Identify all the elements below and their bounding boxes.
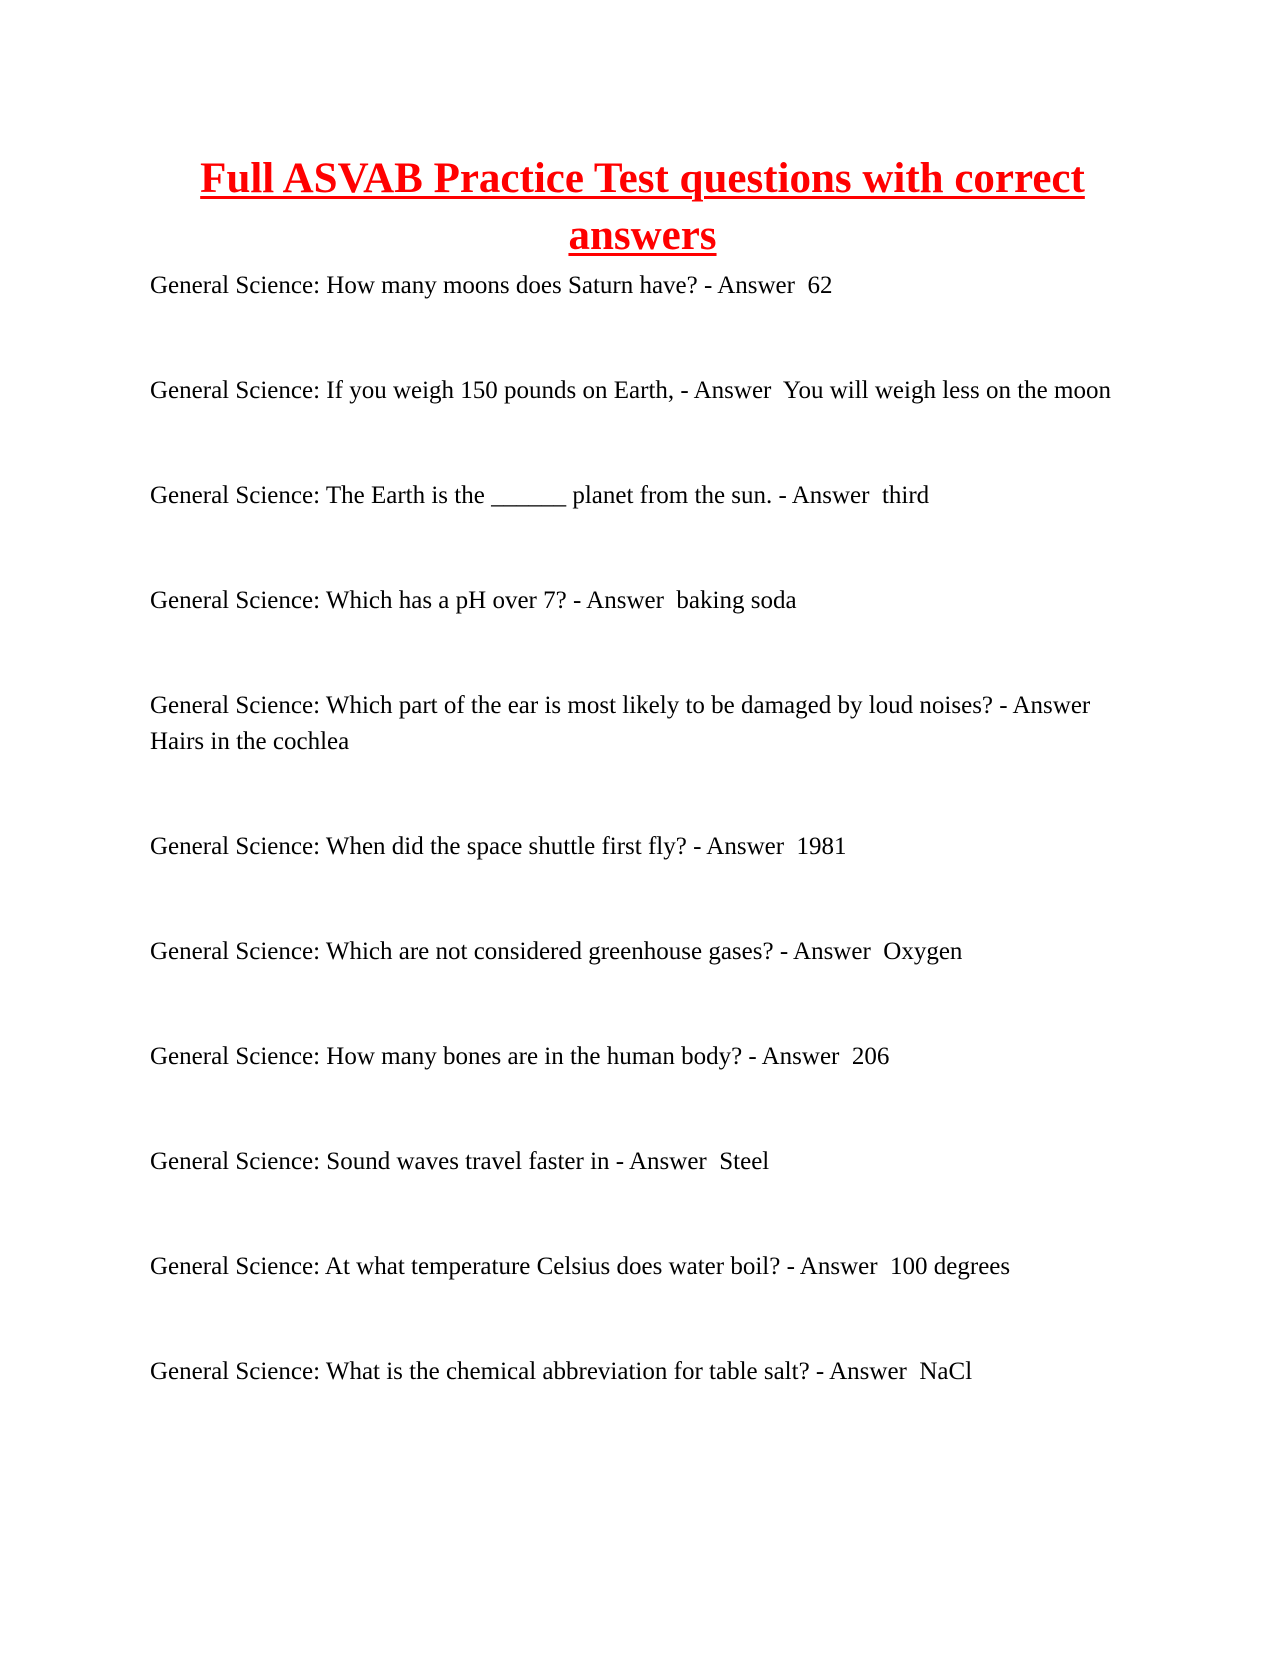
- qa-item: General Science: Sound waves travel faster in - Answer Steel: [150, 1148, 770, 1175]
- qa-item: General Science: Which has a pH over 7? - Answer baking soda: [150, 587, 797, 614]
- qa-item: General Science: How many bones are in the human body? - Answer 206: [150, 1043, 890, 1070]
- document-page: [150, 150, 1135, 1390]
- document-title: Full ASVAB Practice Test questions with correct answers: [200, 155, 1085, 259]
- qa-item: General Science: Which part of the ear is most likely to be damaged by loud noises? - Answer Hairs in the cochlea: [150, 692, 1103, 755]
- qa-item: General Science: If you weigh 150 pounds on Earth, - Answer You will weigh less on the moon: [150, 377, 1111, 404]
- qa-item: General Science: When did the space shuttle first fly? - Answer 1981: [150, 833, 847, 860]
- qa-item: General Science: At what temperature Celsius does water boil? - Answer 100 degrees: [150, 1253, 1011, 1280]
- qa-item: General Science: The Earth is the ______ planet from the sun. - Answer third: [150, 482, 930, 509]
- qa-list: [150, 268, 1135, 1390]
- qa-item: General Science: Which are not considered greenhouse gases? - Answer Oxygen: [150, 938, 963, 965]
- qa-item: General Science: How many moons does Saturn have? - Answer 62: [150, 272, 833, 299]
- qa-item: General Science: What is the chemical abbreviation for table salt? - Answer NaCl: [150, 1358, 973, 1385]
